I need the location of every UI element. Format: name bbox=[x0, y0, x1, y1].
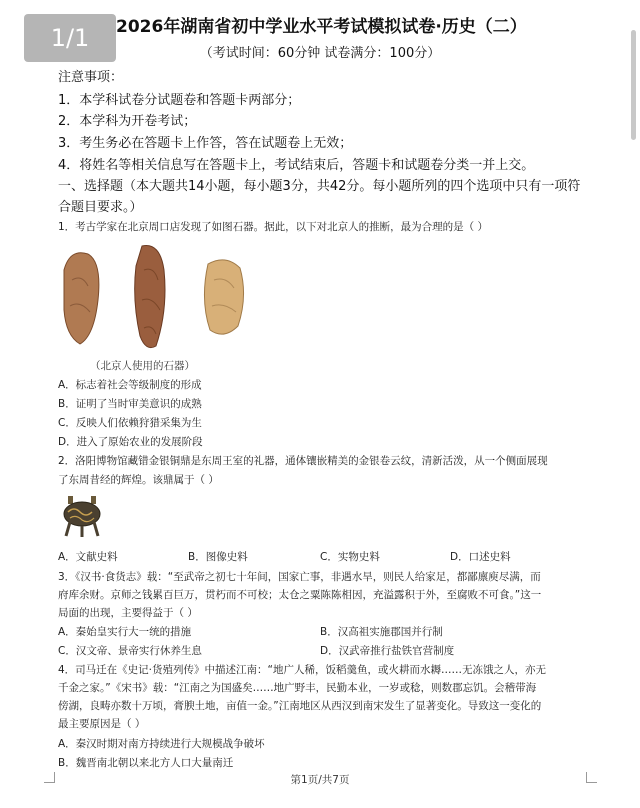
q2-option-b: B．图像史料 bbox=[188, 551, 248, 563]
section-heading-line1: 一、选择题（本大题共14小题，每小题3分，共42分。每小题所列的四个选项中只有一项符 bbox=[58, 179, 581, 194]
q2-option-d: D．口述史料 bbox=[450, 551, 511, 563]
exam-title: 2026年湖南省初中学业水平考试模拟试卷·历史（二） bbox=[116, 17, 527, 37]
stone-tools-image bbox=[58, 240, 258, 355]
q4-option-b: B．魏晋南北朝以来北方人口大量南迁 bbox=[58, 757, 234, 769]
q1-option-a: A．标志着社会等级制度的形成 bbox=[58, 379, 202, 391]
section-heading-line2: 合题目要求。） bbox=[58, 200, 143, 215]
q4-stem-line4: 最主要原因是（ ） bbox=[58, 718, 146, 730]
q2-option-c: C．实物史料 bbox=[320, 551, 380, 563]
q2-stem-line2: 了东周昔经的辉煌。该鼎属于（ ） bbox=[58, 474, 219, 486]
q2-stem-line1: 2．洛阳博物馆藏错金银铜鼎是东周王室的礼器，通体镶嵌精美的金银卷云纹，清新活泼，从一个侧面展现 bbox=[58, 455, 548, 467]
q1-option-b: B．证明了当时审美意识的成熟 bbox=[58, 398, 202, 410]
page-footer: 第1页/共7页 bbox=[290, 774, 350, 786]
q4-option-a: A．秦汉时期对南方持续进行大规模战争破坏 bbox=[58, 738, 265, 750]
q2-option-a: A．文献史料 bbox=[58, 551, 118, 563]
page-indicator: 1/1 bbox=[24, 14, 116, 62]
notice-3: 3．考生务必在答题卡上作答，答在试题卷上无效； bbox=[58, 136, 353, 151]
notice-4: 4．将姓名等相关信息写在答题卡上，考试结束后，答题卡和试题卷分类一并上交。 bbox=[58, 158, 535, 173]
q1-option-c: C．反映人们依赖狩猎采集为生 bbox=[58, 417, 202, 429]
q3-option-b: B．汉高祖实施郡国并行制 bbox=[320, 626, 443, 638]
notice-1: 1．本学科试卷分试题卷和答题卡两部分； bbox=[58, 93, 301, 108]
q3-option-c: C．汉文帝、景帝实行休养生息 bbox=[58, 645, 202, 657]
q4-stem-line1: 4．司马迁在《史记·货殖列传》中描述江南：“地广人稀，饭稻羹鱼，或火耕而水耨……无冻饿之人，亦无 bbox=[58, 664, 546, 676]
q1-stem: 1．考古学家在北京周口店发现了如图石器。据此，以下对北京人的推断，最为合理的是（ ） bbox=[58, 221, 489, 233]
q3-stem-line2: 府库余财。京师之钱累百巨万，贯朽而不可校；太仓之粟陈陈相因，充溢露积于外，至腐败不可食。”这一 bbox=[58, 589, 542, 601]
q4-stem-line2: 千金之家。”《宋书》载：“江南之为国盛矣……地广野丰，民勤本业，一岁或稔，则数郡忘饥。会稽带海 bbox=[58, 682, 537, 694]
q1-option-d: D．进入了原始农业的发展阶段 bbox=[58, 436, 203, 448]
bronze-ding-image bbox=[58, 492, 106, 538]
q4-stem-line3: 傍湖，良畴亦数十万顷，膏腴土地，亩值一金。”江南地区从西汉到南宋发生了显著变化。导致这一变化的 bbox=[58, 700, 542, 712]
q3-stem-line3: 局面的出现，主要得益于（ ） bbox=[58, 607, 198, 619]
q3-stem-line1: 3．《汉书·食货志》载：“至武帝之初七十年间，国家亡事，非遇水旱，则民人给家足，都鄙廪庾尽满，而 bbox=[58, 571, 541, 583]
notice-heading: 注意事项： bbox=[58, 70, 124, 85]
q3-option-d: D．汉武帝推行盐铁官营制度 bbox=[320, 645, 455, 657]
q3-option-a: A．秦始皇实行大一统的措施 bbox=[58, 626, 192, 638]
q1-caption: （北京人使用的石器） bbox=[90, 360, 195, 372]
notice-2: 2．本学科为开卷考试； bbox=[58, 114, 197, 129]
exam-subtitle: （考试时间：60分钟 试卷满分：100分） bbox=[199, 46, 441, 61]
